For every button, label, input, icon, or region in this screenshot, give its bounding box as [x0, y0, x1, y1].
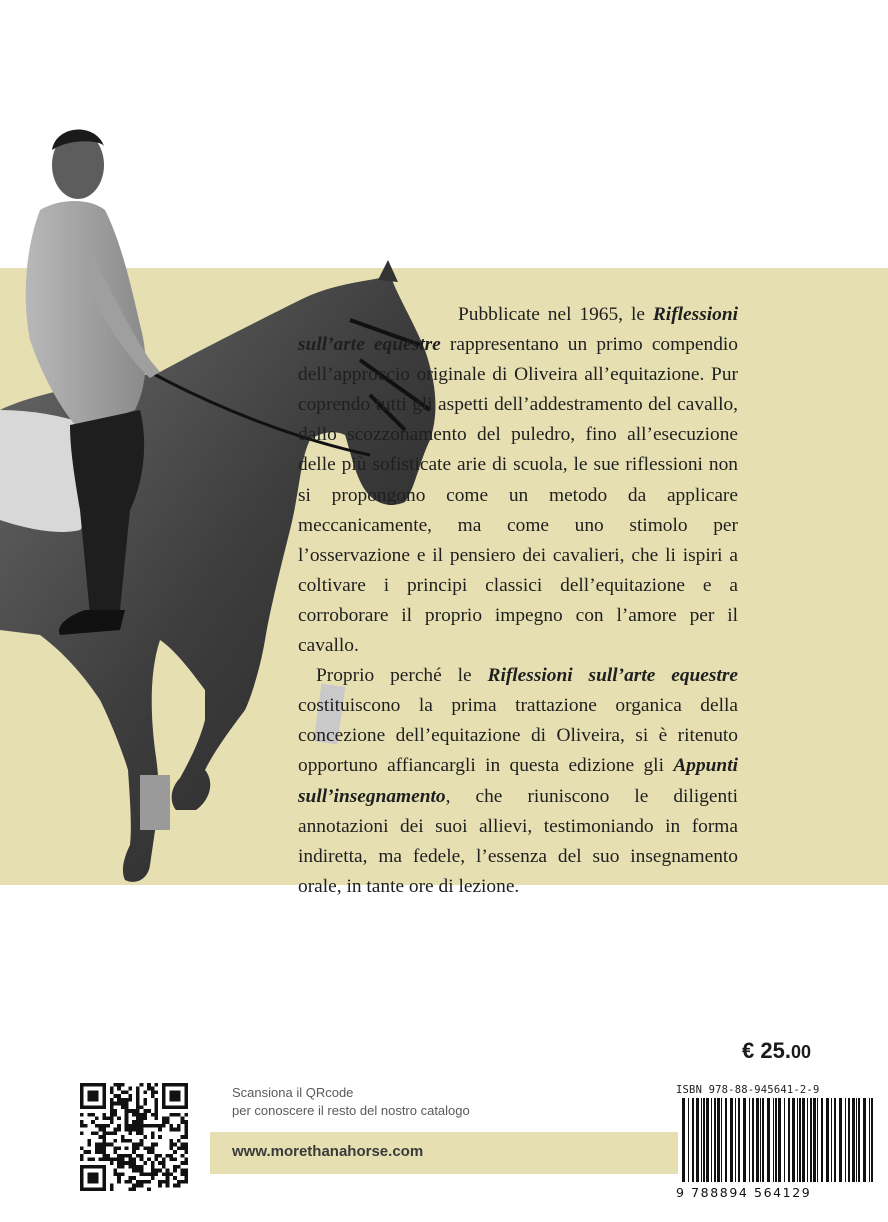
promo-line-2: per conoscere il resto del nostro catalogo — [232, 1103, 470, 1118]
blurb-p2-title: Riflessioni sull’arte equestre — [487, 665, 738, 687]
price-label — [742, 1038, 811, 1064]
website-bar — [210, 1132, 678, 1174]
website-link[interactable]: www.morethanahorse.com — [232, 1143, 424, 1160]
isbn-label: ISBN 978-88-945641-2-9 — [676, 1084, 820, 1096]
blurb-p2-middle: costituiscono la prima trattazione organica della concezione dell’equitazione di Oliveira, si è ritenuto opportuno affiancargli in questa edizione gli — [298, 695, 738, 777]
barcode-digits: 9 788894 564129 — [676, 1185, 812, 1200]
promo-line-1: Scansiona il QRcode — [232, 1085, 354, 1100]
qr-promo-text — [232, 1084, 470, 1120]
blurb-paragraph-1 — [298, 300, 738, 661]
barcode-image — [678, 1098, 878, 1182]
blurb-p1-title: Riflessioni sull’arte equestre — [298, 304, 738, 356]
price-cents: 00 — [790, 1042, 811, 1062]
blurb-p2-title2: Appunti sull’insegnamento — [298, 755, 738, 807]
blurb-p1-start: Pubblicate nel 1965, le — [458, 304, 653, 325]
blurb-paragraph-2 — [298, 661, 738, 902]
blurb-p2-start: Proprio perché le — [316, 665, 488, 687]
blurb-p1-rest: rappresentano un primo compendio dell’approccio originale di Oliveira all’equitazione. Pur coprendo tutti gli aspetti dell’addestramento del cavallo, dallo scozzonamento del puledro, fino all’esecuzione delle più sofisticate arie di scuola, le sue riflessioni non si propongono come un metodo da applicare meccanicamente, ma come uno stimolo per l’osservazione e il pensiero dei cavalieri, che li ispiri a coltivare i principi classici dell’equitazione e a corroborare il proprio impegno con l’amore per il cavallo. — [298, 334, 738, 657]
blurb-p2-end: , che riuniscono le diligenti annotazioni dei suoi allievi, testimoniando in forma indiretta, ma fedele, l’essenza del suo insegnamento orale, in tante ore di lezione. — [298, 785, 738, 897]
qr-code-image[interactable] — [80, 1083, 188, 1191]
back-cover-blurb — [298, 300, 738, 902]
price-main: € 25. — [742, 1038, 791, 1063]
